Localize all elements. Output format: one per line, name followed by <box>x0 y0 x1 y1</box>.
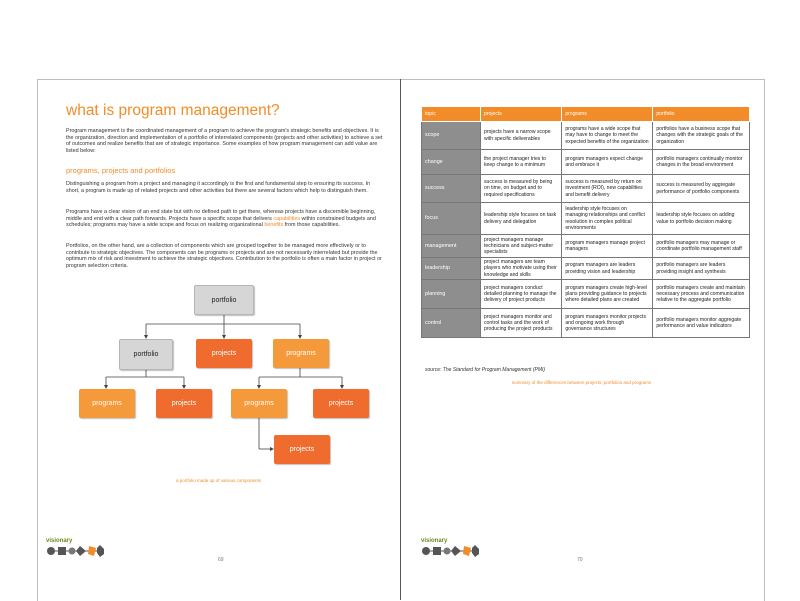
node-programs-b: programs <box>79 389 135 418</box>
node-projects-b: projects <box>156 389 212 418</box>
row-label: leadership <box>422 258 481 280</box>
header-portfolio: portfolio <box>653 107 750 122</box>
table-cell: portfolio managers monitor aggregate performance and value indicators <box>653 309 750 338</box>
table-row-success <box>422 175 750 203</box>
table-cell: portfolio managers are leaders providing insight and synthesis <box>653 258 750 280</box>
logo-shapes-icon <box>46 544 106 558</box>
logo-word: visionary <box>46 538 73 544</box>
left-page <box>38 80 399 600</box>
text-run: within constrained budgets and schedules; programs may have a wide scope and focus on realizing organizational <box>66 215 376 229</box>
table-row-control <box>422 309 750 338</box>
node-projects-a: projects <box>196 339 252 368</box>
page-title: what is program management? <box>66 102 280 119</box>
capabilities-link[interactable]: capabilities <box>273 215 301 222</box>
table-header-row <box>422 107 750 122</box>
table-cell: portfolios have a business scope that changes with the strategic goals of the organization <box>653 122 750 150</box>
text-run: Programs have a clear vision of an end state but with no defined path to get there, whereas projects have a discernible beginning, middle and end with a clear path forwards. Projects have a specific scope that delivers <box>66 209 376 222</box>
header-programs: programs <box>562 107 653 122</box>
row-label: management <box>422 235 481 258</box>
node-projects-c: projects <box>313 389 369 418</box>
table-row-leadership <box>422 258 750 280</box>
table-cell: program managers monitor projects and ongoing work through governance structures <box>562 309 653 338</box>
table-cell: portfolio managers may manage or coordinate portfolio management staff <box>653 235 750 258</box>
table-cell: programs have a wide scope that may have to change to meet the expected benefits of the organization <box>562 122 653 150</box>
table-cell: project managers conduct detailed planning to manage the delivery of project products <box>481 280 562 309</box>
table-cell: project managers monitor and control tasks and the work of producing the project products <box>481 309 562 338</box>
row-label: focus <box>422 203 481 235</box>
table-row-planning <box>422 280 750 309</box>
table-cell: the project manager tries to keep change to a minimum <box>481 150 562 175</box>
node-portfolio-sub: portfolio <box>119 339 173 370</box>
row-label: change <box>422 150 481 175</box>
table-cell: portfolio managers create and maintain necessary process and communication relative to the aggregate portfolio <box>653 280 750 309</box>
portfolio-diagram-connectors <box>38 80 399 480</box>
table-row-focus <box>422 203 750 235</box>
table-cell: program managers are leaders providing vision and leadership <box>562 258 653 280</box>
table-cell: leadership style focuses on adding value to portfolio decision making <box>653 203 750 235</box>
table-cell: program managers expect change and embrace it <box>562 150 653 175</box>
table-cell: success is measured by return on investment (ROI), new capabilities and benefit delivery <box>562 175 653 203</box>
row-label: success <box>422 175 481 203</box>
table-cell: program managers create high-level plans providing guidance to projects where detailed plans are created <box>562 280 653 309</box>
page-number-left: 69 <box>218 557 224 563</box>
right-page <box>401 80 762 600</box>
table-cell: project managers are team players who motivate using their knowledge and skills <box>481 258 562 280</box>
table-source: source: The Standard for Program Management (PMI) <box>425 367 546 373</box>
comparison-table <box>421 106 750 338</box>
table-cell: success is measured by aggregate performance of portfolio components <box>653 175 750 203</box>
logo-shapes-icon <box>421 544 481 558</box>
text-run: from those capabilities. <box>283 222 340 229</box>
node-programs-a: programs <box>273 339 329 368</box>
table-cell: leadership style focuses on task delivery and delegation <box>481 203 562 235</box>
section-heading: programs, projects and portfolios <box>66 166 176 175</box>
table-cell: portfolio managers continually monitor changes in the broad environment <box>653 150 750 175</box>
header-projects: projects <box>481 107 562 122</box>
paragraph-portfolios: Portfolios, on the other hand, are a collection of components which are grouped together to be managed more effectively or to contribute to strategic objectives. The components can be programs or projects and are not necessarily interrelated but provide the optimum mix of risk and investment to achieve the strategic objectives. Contribution to the portfolio is often a main factor in project or program selection criteria. <box>66 243 382 270</box>
node-projects-d: projects <box>274 435 330 464</box>
table-cell: projects have a narrow scope with specific deliverables <box>481 122 562 150</box>
table-cell: program managers manage project managers <box>562 235 653 258</box>
row-label: control <box>422 309 481 338</box>
table-cell: project managers manage technicians and subject-matter specialists <box>481 235 562 258</box>
logo-word: visionary <box>421 538 448 544</box>
table-row-management <box>422 235 750 258</box>
node-programs-c: programs <box>231 389 287 418</box>
benefits-link[interactable]: benefits <box>264 222 284 229</box>
row-label: scope <box>422 122 481 150</box>
intro-paragraph: Program management is the coordinated management of a program to achieve the program's strategic benefits and objectives. It is the organization, direction and implementation of a portfolio of interrelated components (projects and other activities) to achieve a set of outcomes and realize benefits that are of strategic importance. Some examples of how program management can add value are listed below: <box>66 128 383 155</box>
table-caption: summary of the differences between projects, portfolios and programs <box>511 380 652 385</box>
page-number-right: 70 <box>577 557 583 563</box>
table-cell: leadership style focuses on managing relationships and conflict resolution in complex political environments <box>562 203 653 235</box>
visionary-logo <box>421 538 481 563</box>
node-portfolio-root: portfolio <box>194 285 254 315</box>
paragraph-distinguishing: Distinguishing a program from a project and managing it accordingly is the first and fundamental step to ensuring its success. In short, a program is made up of related projects and other activities but there are several factors which help to distinguish them. <box>66 181 371 194</box>
table-cell: success is measured by being on time, on budget and to required specifications <box>481 175 562 203</box>
row-label: planning <box>422 280 481 309</box>
table-row-change <box>422 150 750 175</box>
table-row-scope <box>422 122 750 150</box>
visionary-logo <box>46 538 106 563</box>
diagram-caption: a portfolio made up of various components <box>175 478 262 483</box>
header-topic: topic <box>422 107 481 122</box>
